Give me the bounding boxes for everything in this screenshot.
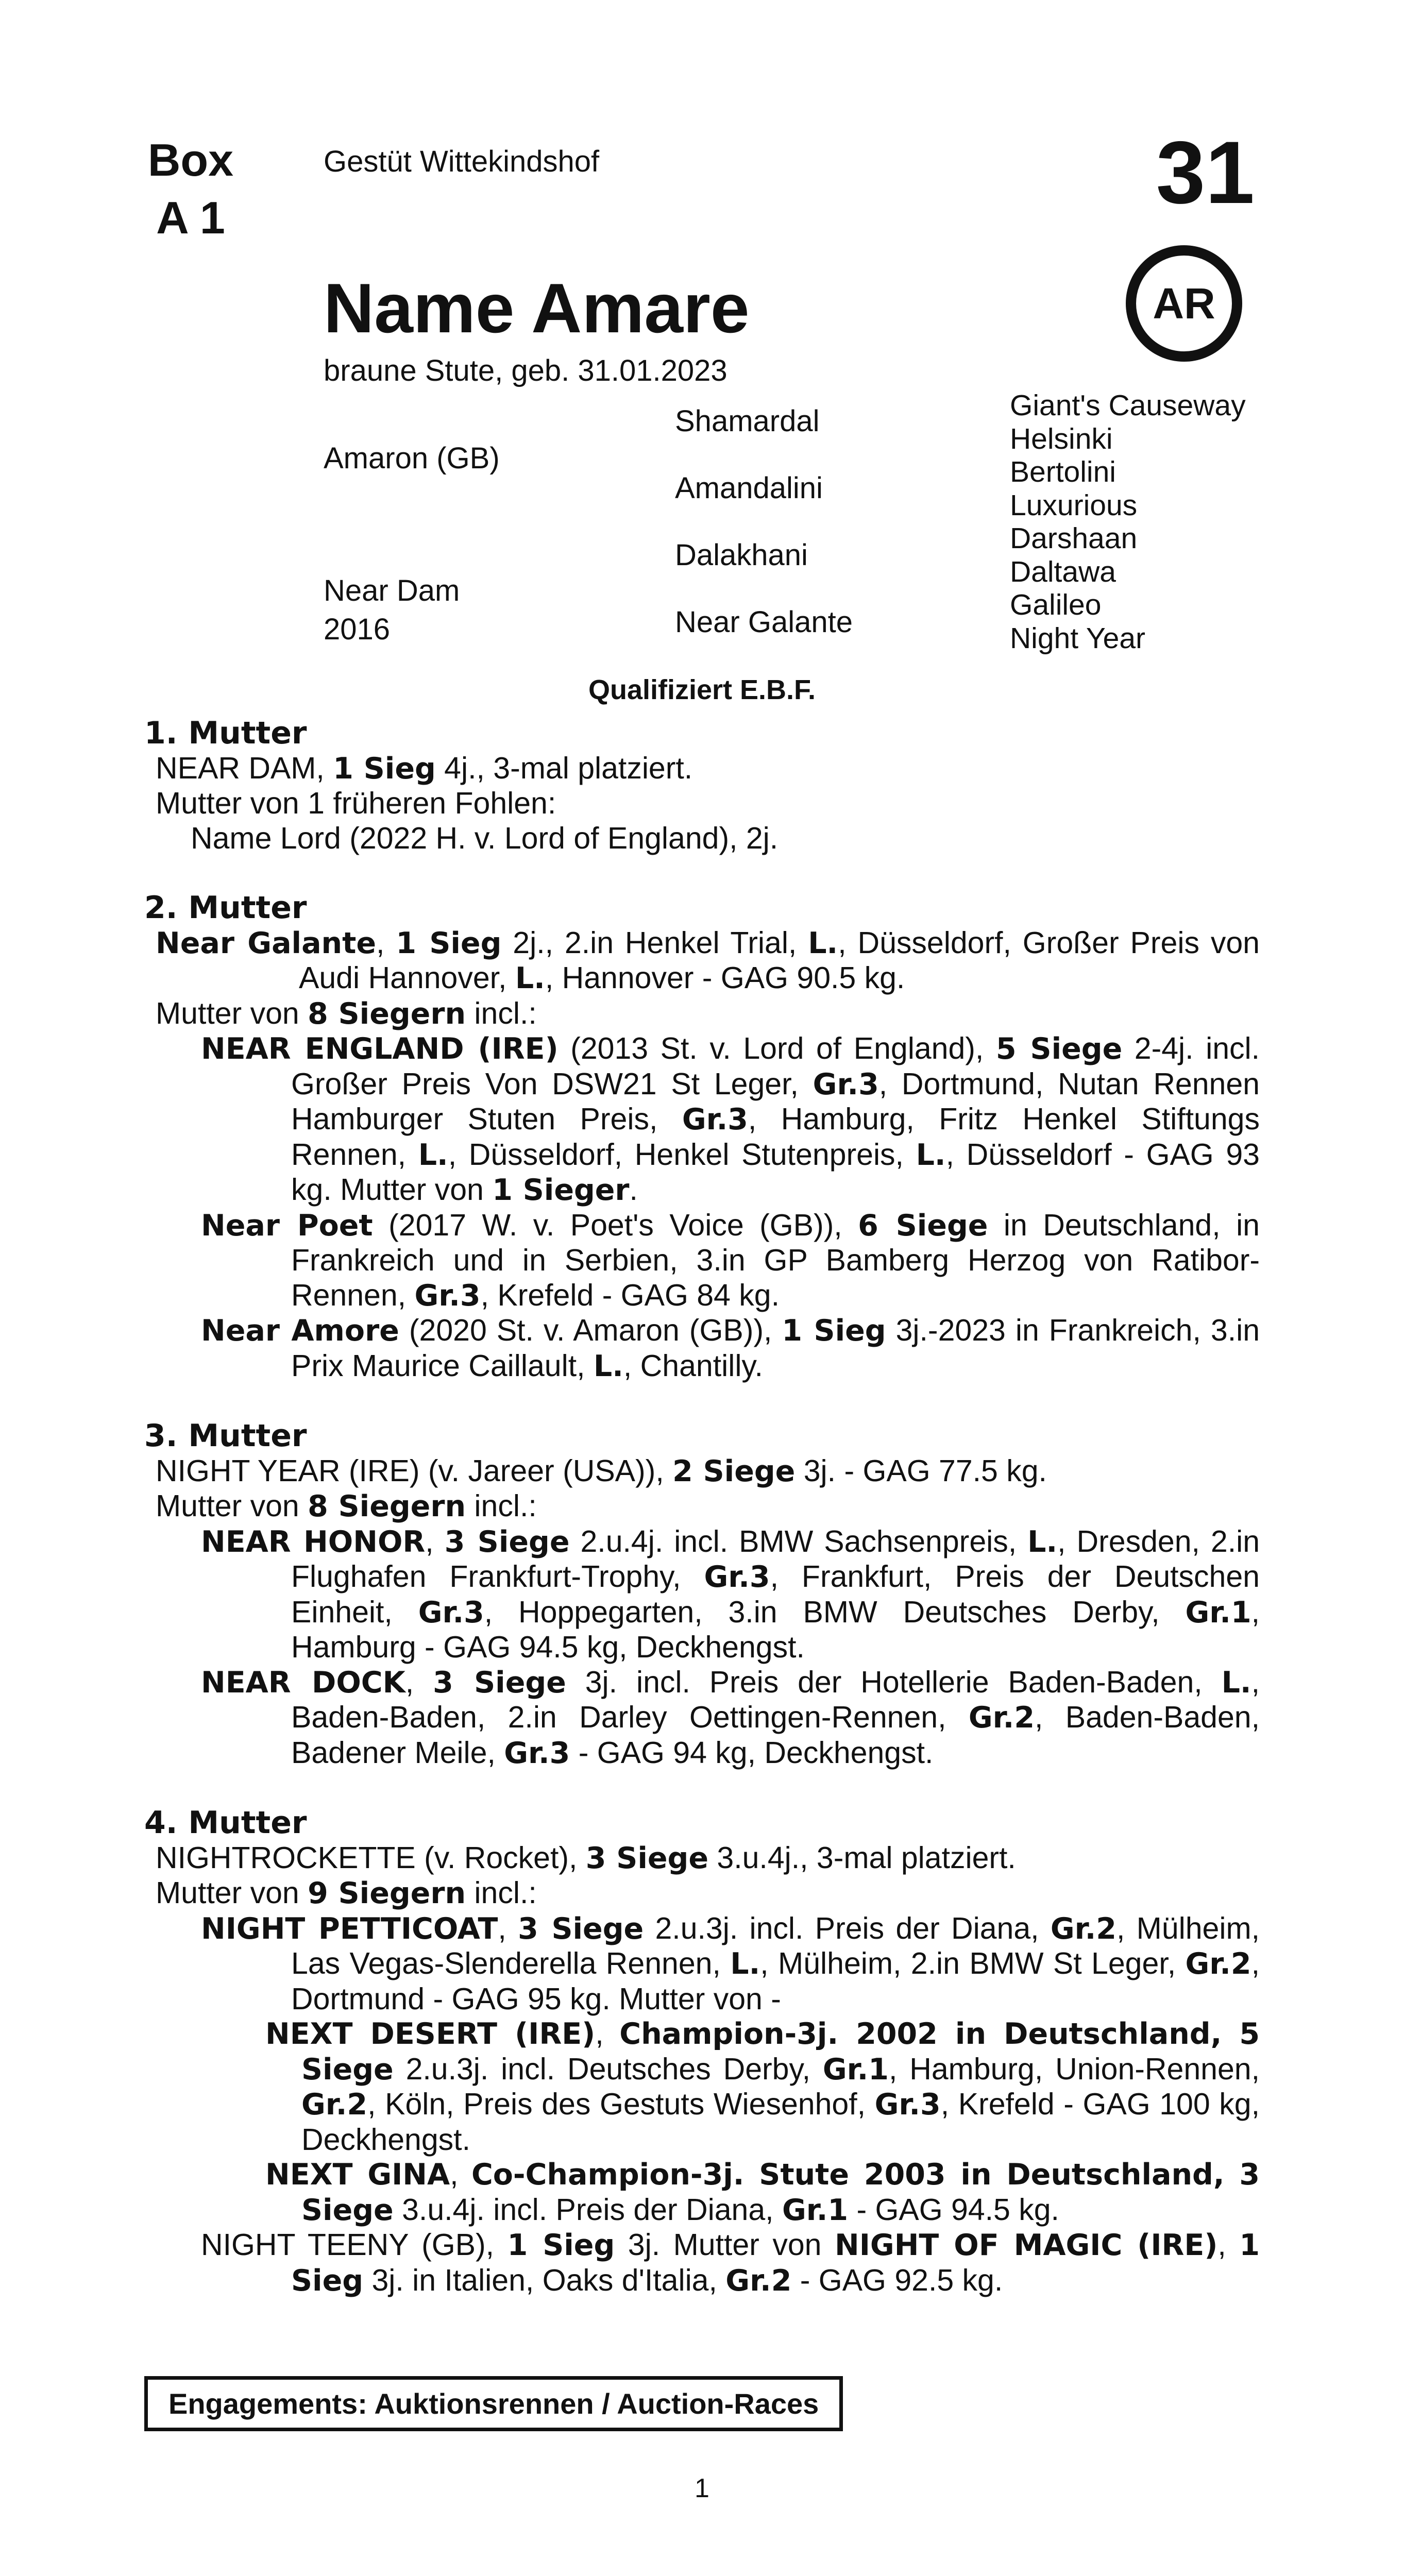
offspring-entry: Name Lord (2022 H. v. Lord of England), 2j. <box>191 821 779 855</box>
text: , Hamburg, Fritz Henkel Stiftungs Rennen, <box>291 1102 1260 1172</box>
text: , Hoppegarten, 3.in BMW Deutsches Derby, <box>484 1595 1186 1629</box>
grade: Gr.3 <box>704 1560 770 1594</box>
section-first-dam <box>144 716 1260 856</box>
text: , Dortmund, Nutan Rennen Hamburger Stuten Preis, <box>291 1066 1260 1136</box>
pedigree-great-grandparent: Darshaan <box>1010 522 1138 555</box>
text: , Baden-Baden, Badener Meile, <box>291 1700 1260 1770</box>
pedigree-grandparent: Near Galante <box>675 605 853 639</box>
wins: 2 Siege <box>672 1454 796 1488</box>
grade: L. <box>916 1138 946 1172</box>
grade: Gr.2 <box>725 2263 792 2298</box>
grade: Gr.1 <box>822 2052 889 2087</box>
offspring-name: Near Amore <box>201 1314 399 1348</box>
section-title: 4. Mutter <box>144 1805 307 1841</box>
winners-count: 8 Siegern <box>308 996 466 1031</box>
text: Mutter von <box>156 1489 308 1523</box>
text: , <box>498 1911 518 1945</box>
text: 2.u.3j. incl. Preis der Diana, <box>644 1911 1051 1945</box>
grade: Gr.3 <box>418 1595 484 1630</box>
winners-count: 9 Siegern <box>308 1876 466 1910</box>
pedigree-great-grandparent: Giant's Causeway <box>1010 389 1246 422</box>
section-fourth-dam <box>144 1806 1260 2298</box>
dam-name: NEAR DAM, <box>156 751 333 785</box>
offspring-entry <box>144 1911 1260 2017</box>
wins: 3 Siege <box>433 1665 566 1700</box>
offspring-entry <box>144 1208 1260 1314</box>
text: , <box>405 1665 433 1699</box>
wins: 1 Sieg <box>291 2228 1260 2298</box>
text: incl.: <box>466 996 537 1030</box>
text: , Chantilly. <box>623 1348 763 1383</box>
text: , Mülheim, Las Vegas-Slenderella Rennen, <box>291 1911 1260 1980</box>
text: , <box>595 2016 620 2050</box>
text: , <box>450 2157 471 2191</box>
mother-of-line <box>156 996 1260 1032</box>
text: 3.u.4j., 3-mal platziert. <box>708 1840 1016 1875</box>
grade: Gr.3 <box>682 1103 748 1137</box>
text: (2013 St. v. Lord of England), <box>558 1031 996 1065</box>
wins: 3 Siege <box>585 1841 709 1875</box>
text: 4j., 3-mal platziert. <box>435 751 693 785</box>
text: , Hannover - GAG 90.5 kg. <box>545 961 905 995</box>
text: 3j. - GAG 77.5 kg. <box>795 1453 1047 1488</box>
pedigree-great-grandparents <box>1010 389 1246 655</box>
text: , Hamburg - GAG 94.5 kg, Deckhengst. <box>291 1595 1260 1664</box>
offspring-name: NIGHT OF MAGIC (IRE) <box>835 2228 1218 2262</box>
stud-name: Gestüt Wittekindshof <box>324 145 600 178</box>
grade: L. <box>808 926 838 960</box>
text: , Krefeld - GAG 84 kg. <box>480 1278 780 1312</box>
text: , Dresden, 2.in Flughafen Frankfurt-Trophy, <box>291 1524 1260 1594</box>
grade: L. <box>593 1349 623 1383</box>
text: 3j.-2023 in Frankreich, 3.in Prix Maurice Caillault, <box>291 1313 1260 1383</box>
text: , <box>425 1524 445 1558</box>
text: 3j. incl. Preis der Hotellerie Baden-Baden, <box>566 1665 1222 1699</box>
mother-of-line <box>156 1876 1260 1911</box>
offspring-name: NIGHT TEENY (GB), <box>201 2228 508 2262</box>
text: , Baden-Baden, 2.in Darley Oettingen-Rennen, <box>291 1665 1260 1734</box>
dam-name: NIGHT YEAR (IRE) (v. Jareer (USA)), <box>156 1453 673 1488</box>
horse-name: Name Amare <box>324 269 750 347</box>
section-second-dam <box>144 891 1260 1384</box>
pedigree-great-grandparent: Luxurious <box>1010 488 1138 522</box>
grade: Gr.2 <box>301 2088 368 2122</box>
text: Mutter von <box>156 1876 308 1910</box>
pedigree-sire: Amaron (GB) <box>324 442 500 475</box>
engagements-box: Engagements: Auktionsrennen / Auction-Races <box>144 2376 843 2431</box>
text: , Düsseldorf, Großer Preis von Audi Hannover, <box>299 925 1260 995</box>
text: 3j. Mutter von <box>615 2228 835 2262</box>
grade: Gr.2 <box>968 1701 1035 1735</box>
mother-of-line: Mutter von 1 früheren Fohlen: <box>156 786 556 820</box>
offspring-name: NEAR DOCK <box>201 1665 405 1700</box>
text: 3j. in Italien, Oaks d'Italia, <box>363 2263 726 2297</box>
section-title: 3. Mutter <box>144 1418 307 1454</box>
offspring-entry <box>144 1524 1260 1665</box>
grade: L. <box>730 1947 760 1981</box>
text: , <box>376 925 396 960</box>
text: , Krefeld - GAG 100 kg, Deckhengst. <box>301 2087 1260 2157</box>
text: . <box>629 1173 638 1207</box>
dam-record <box>144 926 1260 996</box>
text: 2j., 2.in Henkel Trial, <box>501 925 808 960</box>
offspring-name: NIGHT PETTICOAT <box>201 1911 498 1946</box>
offspring-name: NEAR ENGLAND (IRE) <box>201 1032 559 1066</box>
grade: L. <box>515 961 545 995</box>
wins: 3 Siege <box>444 1524 570 1559</box>
wins: 1 Sieg <box>396 926 502 960</box>
grade: Gr.2 <box>1050 1911 1117 1946</box>
text: 3.u.4j. incl. Preis der Diana, <box>393 2192 782 2227</box>
text: , <box>1217 2228 1240 2262</box>
text: Mutter von <box>156 996 308 1030</box>
wins: 6 Siege <box>858 1208 988 1243</box>
offspring-name: Near Poet <box>201 1208 373 1243</box>
pedigree-grandparent: Shamardal <box>675 404 820 438</box>
grade: L. <box>418 1138 448 1172</box>
section-third-dam <box>144 1419 1260 1771</box>
ar-badge-text: AR <box>1153 279 1215 328</box>
pedigree-dam: Near Dam <box>324 574 460 607</box>
box-label <box>144 131 237 247</box>
text: 2.u.3j. incl. Deutsches Derby, <box>393 2052 823 2086</box>
text: 2-4j. incl. Großer Preis Von DSW21 St Leger, <box>291 1031 1260 1101</box>
offspring-name: NEAR HONOR <box>201 1524 426 1559</box>
wins: 5 Siege <box>995 1032 1123 1066</box>
ar-badge <box>1126 245 1242 362</box>
pedigree-grandparent: Amandalini <box>675 471 823 505</box>
text: (2017 W. v. Poet's Voice (GB)), <box>373 1208 858 1242</box>
mother-of-line <box>156 1489 1260 1524</box>
text: incl.: <box>466 1876 537 1910</box>
box-number: A 1 <box>156 192 225 243</box>
text: in Deutschland, in Frankreich und in Serbien, 3.in GP Bamberg Herzog von Ratibor-Rennen, <box>291 1208 1260 1312</box>
offspring-name: NEXT GINA <box>265 2158 450 2192</box>
pedigree-great-grandparent: Helsinki <box>1010 422 1113 455</box>
wins: 1 Sieg <box>782 1314 886 1348</box>
qualification-note: Qualifiziert E.B.F. <box>588 674 816 705</box>
grand-offspring-entry <box>144 2157 1260 2228</box>
winners-count: 1 Sieger <box>492 1173 630 1207</box>
offspring-entry <box>144 1665 1260 1771</box>
dam-record <box>156 751 1260 787</box>
text: - GAG 94.5 kg. <box>848 2192 1059 2227</box>
section-title: 1. Mutter <box>144 715 307 751</box>
pedigree-great-grandparent: Bertolini <box>1010 455 1116 488</box>
grade: Gr.3 <box>874 2088 941 2122</box>
grade: Gr.3 <box>813 1067 879 1101</box>
dam-record <box>156 1454 1260 1489</box>
pedigree-grandparent: Dalakhani <box>675 538 808 572</box>
page-number: 1 <box>695 2473 709 2503</box>
dam-record <box>156 1841 1260 1876</box>
pedigree-dam-year: 2016 <box>324 613 391 646</box>
text: - GAG 94 kg, Deckhengst. <box>570 1735 934 1770</box>
text: (2020 St. v. Amaron (GB)), <box>399 1313 782 1347</box>
grade: Gr.2 <box>1185 1947 1251 1981</box>
text: , Frankfurt, Preis der Deutschen Einheit, <box>291 1560 1260 1629</box>
text: , Köln, Preis des Gestuts Wiesenhof, <box>367 2087 875 2121</box>
grand-offspring-entry <box>144 2016 1260 2157</box>
championship: Champion-3j. 2002 in Deutschland, 5 Siege <box>301 2017 1260 2087</box>
offspring-name: NEXT DESERT (IRE) <box>265 2017 596 2051</box>
grade: L. <box>1027 1524 1058 1559</box>
pedigree-content <box>144 716 1260 2298</box>
grade: L. <box>1221 1665 1251 1700</box>
wins: 1 Sieg <box>333 751 436 786</box>
offspring-entry <box>144 1313 1260 1384</box>
text: incl.: <box>466 1489 537 1523</box>
section-title: 2. Mutter <box>144 890 307 926</box>
grade: Gr.3 <box>414 1278 481 1313</box>
wins: 1 Sieg <box>507 2228 615 2262</box>
pedigree-great-grandparent: Daltawa <box>1010 555 1116 588</box>
grade: Gr.1 <box>782 2193 849 2227</box>
text: , Dortmund - GAG 95 kg. Mutter von - <box>291 1946 1260 2016</box>
text: - GAG 92.5 kg. <box>791 2263 1003 2297</box>
horse-description: braune Stute, geb. 31.01.2023 <box>324 354 728 387</box>
championship: Co-Champion-3j. Stute 2003 in Deutschland, 3 Siege <box>301 2158 1260 2227</box>
pedigree-great-grandparent: Night Year <box>1010 621 1146 655</box>
lot-number: 31 <box>1156 123 1255 222</box>
grade: Gr.3 <box>504 1736 570 1770</box>
text: , Düsseldorf, Henkel Stutenpreis, <box>448 1137 916 1172</box>
text: 2.u.4j. incl. BMW Sachsenpreis, <box>569 1524 1028 1558</box>
wins: 3 Siege <box>518 1911 644 1946</box>
offspring-entry <box>144 2228 1260 2298</box>
winners-count: 8 Siegern <box>308 1489 466 1523</box>
dam-name: NIGHTROCKETTE (v. Rocket), <box>156 1840 586 1875</box>
box-word: Box <box>147 134 234 185</box>
text: , Düsseldorf - GAG 93 kg. Mutter von <box>291 1137 1260 1207</box>
grade: Gr.1 <box>1185 1595 1251 1630</box>
pedigree-great-grandparent: Galileo <box>1010 588 1102 621</box>
offspring-entry <box>144 1031 1260 1208</box>
dam-name: Near Galante <box>156 926 377 960</box>
text: , Hamburg, Union-Rennen, <box>888 2052 1260 2086</box>
text: , Mülheim, 2.in BMW St Leger, <box>760 1946 1186 1980</box>
